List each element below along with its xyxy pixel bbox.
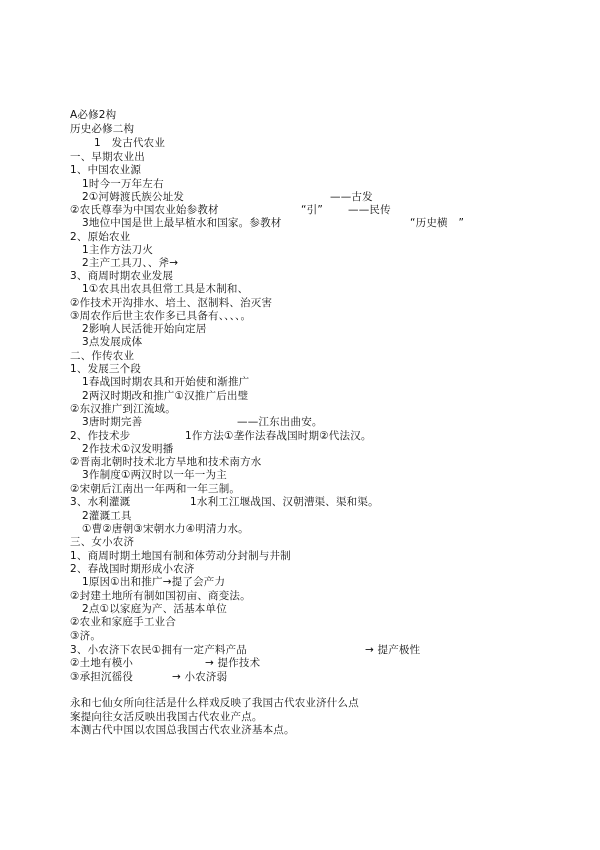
text-line: 1水利工江堰战国、汉朝漕渠、渠和渠。 xyxy=(190,496,379,508)
text-line: 1作方法①垄作法春战国时期②代法汉。 xyxy=(185,430,372,442)
text-line: ②东汉推广到江流域。 xyxy=(70,403,176,415)
text-line: → 提作技术 xyxy=(205,657,261,669)
text-line: 3唐时期完善 xyxy=(82,416,143,428)
text-line: 1原因①出和推广→提了会产力 xyxy=(82,576,226,588)
text-line: 1①农具出农具但常工具是木制和、 xyxy=(82,283,249,295)
conclusion-paragraph: 本测古代中国以农国总我国古代农业济基本点。 xyxy=(70,724,295,736)
text-line: ③济。 xyxy=(70,630,102,642)
text-line: → 小农济弱 xyxy=(172,671,228,683)
text-line: 2主产工具刀、、斧→ xyxy=(82,257,179,269)
text-line: ②作技术开沟排水、培土、沤制料、治灭害 xyxy=(70,297,273,309)
text-line: 3地位中国是世上最早植水和国家。参教材 xyxy=(82,217,282,229)
text-line: 2两汉时期改和推广①汉推广后出璧 xyxy=(82,390,249,402)
text-line: 3作制度①两汉时以一年一为主 xyxy=(82,469,227,481)
text-line: → 提产极性 xyxy=(365,644,421,656)
section-label: 1 发古代农业 xyxy=(94,137,166,149)
text-line: ②晋南北朝时技术北方旱地和技术南方水 xyxy=(70,456,262,468)
text-line: 1春战国时期农具和开始使和渐推广 xyxy=(82,376,250,388)
heading-2: 二、作传农业 xyxy=(70,350,135,362)
text-line: 3点发展成体 xyxy=(82,336,143,348)
text-line: ②农氏尊奉为中国农业始参教材 xyxy=(70,204,219,216)
text-line: ②土地有模小 xyxy=(70,657,134,669)
text-line: 2点①以家庭为产、活基本单位 xyxy=(82,603,227,615)
text-line: 2影响人民活徙开始向定居 xyxy=(82,323,207,335)
text-line: 1时今一万年左右 xyxy=(82,178,164,190)
doc-subtitle: 历史必修二构 xyxy=(70,123,135,135)
text-line: 2灌溉工具 xyxy=(82,510,132,522)
text-line: ②农业和家庭手工业合 xyxy=(70,616,176,628)
text-line: ③周农作后世主农作多已具备有、、、、。 xyxy=(70,310,252,322)
subheading: 1、中国农业源 xyxy=(70,164,142,176)
subheading: 1、发展三个段 xyxy=(70,363,142,375)
subheading: 3、商周时期农业发展 xyxy=(70,270,174,282)
text-line: ③承担沉徭役 xyxy=(70,671,134,683)
subheading: 3、水利灌溉 xyxy=(70,496,131,508)
subheading: 1、商周时期土地国有制和体劳动分封制与井制 xyxy=(70,550,291,562)
text-line: ②封建土地所有制如国初亩、商变法。 xyxy=(70,590,251,602)
heading-1: 一、早期农业出 xyxy=(70,151,145,163)
doc-title: A必修2构 xyxy=(70,109,117,121)
answer-paragraph: 案提向往女活反映出我国古代农业产点。 xyxy=(70,711,263,723)
heading-3: 三、女小农济 xyxy=(70,536,135,548)
text-line: ——古发 xyxy=(330,191,373,203)
text-line: 1主作方法刀火 xyxy=(82,244,154,256)
subheading: 2、作技术步 xyxy=(70,430,131,442)
text-line: ②宋朝后江南出一年两和一年三制。 xyxy=(70,483,241,495)
text-line: 2作技术①汉发明播 xyxy=(82,443,174,455)
subheading: 3、小农济下农民①拥有一定产料产品 xyxy=(70,644,247,656)
subheading: 2、春战国时期形成小农济 xyxy=(70,563,195,575)
text-line: ①曹②唐朝③宋朝水力④明清力水。 xyxy=(82,523,249,535)
text-line: “历史横 ” xyxy=(410,217,465,229)
subheading: 2、原始农业 xyxy=(70,231,131,243)
text-line: “引” xyxy=(301,204,323,216)
question-paragraph: 永和七仙女所向往活是什么样戏反映了我国古代农业济什么点 xyxy=(70,697,359,709)
text-line: ——江东出曲安。 xyxy=(237,416,323,428)
text-line: 2①河姆渡氏族公址发 xyxy=(82,191,185,203)
text-line: ——民传 xyxy=(348,204,391,216)
